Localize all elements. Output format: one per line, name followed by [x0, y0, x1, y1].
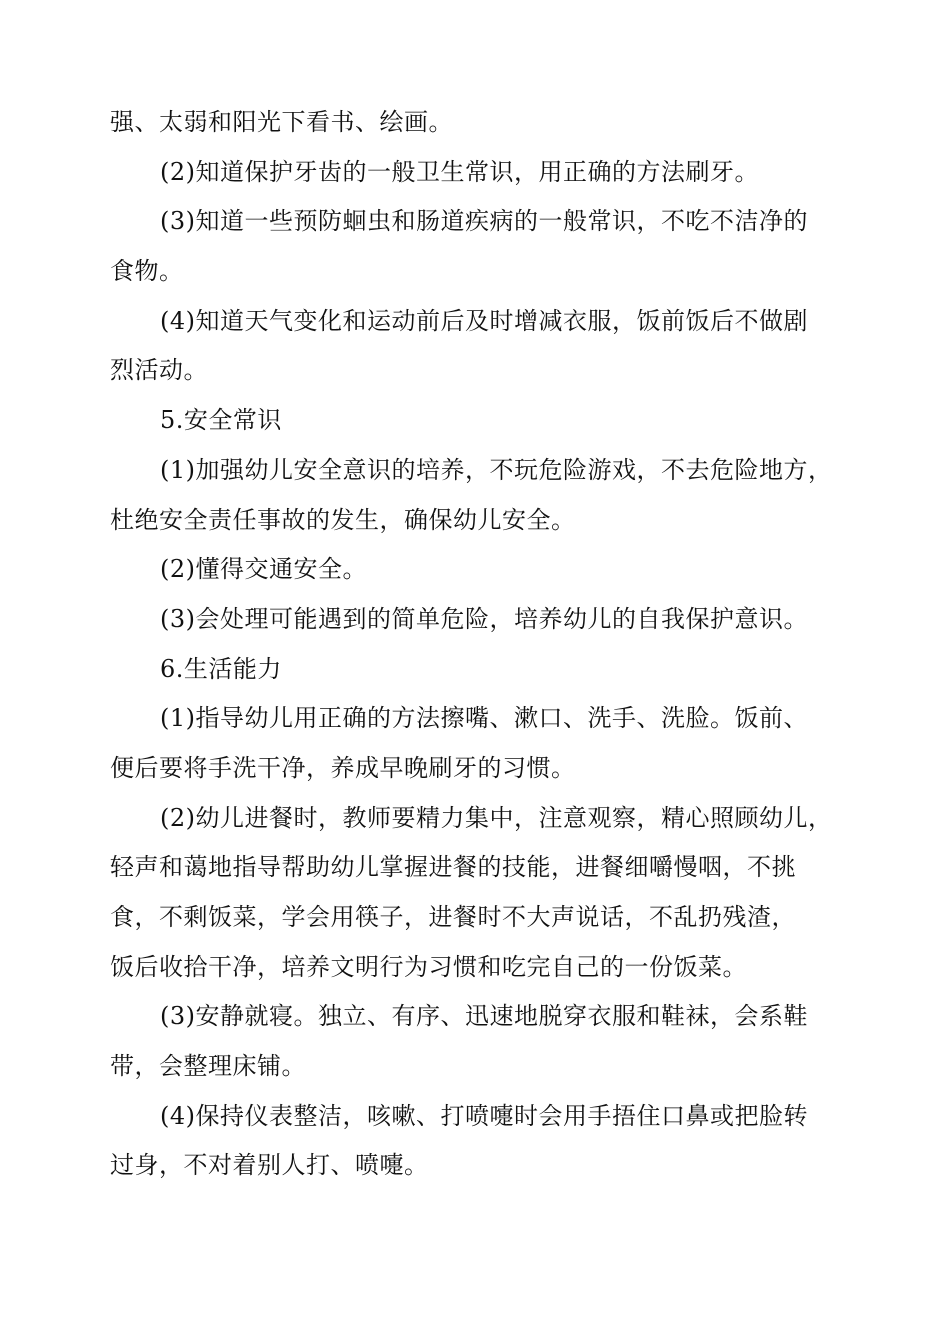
text-line-15: (2)幼儿进餐时，教师要精力集中，注意观察，精心照顾幼儿，	[160, 803, 833, 832]
text-line-22: 过身，不对着别人打、喷嚏。	[110, 1151, 429, 1180]
text-line-1: 强、太弱和阳光下看书、绘画。	[110, 108, 453, 136]
section-heading-life-skills: 6.生活能力	[160, 654, 282, 683]
text-line-5: (4)知道天气变化和运动前后及时增减衣服，饭前饭后不做剧	[160, 306, 808, 335]
text-line-10: (2)懂得交通安全。	[160, 555, 367, 584]
text-line-4: 食物。	[110, 257, 184, 286]
text-line-19: (3)安静就寝。独立、有序、迅速地脱穿衣服和鞋袜，会系鞋	[160, 1002, 808, 1031]
text-line-3: (3)知道一些预防蛔虫和肠道疾病的一般常识，不吃不洁净的	[160, 207, 808, 236]
text-line-13: (1)指导幼儿用正确的方法擦嘴、漱口、洗手、洗脸。饭前、	[160, 704, 808, 733]
text-line-6: 烈活动。	[110, 356, 208, 385]
text-line-8: (1)加强幼儿安全意识的培养，不玩危险游戏，不去危险地方，	[160, 455, 833, 484]
section-heading-safety: 5.安全常识	[160, 406, 282, 435]
text-line-14: 便后要将手洗干净，养成早晚刷牙的习惯。	[110, 753, 576, 782]
document-body	[110, 98, 845, 1191]
text-line-18: 饭后收拾干净，培养文明行为习惯和吃完自己的一份饭菜。	[110, 952, 747, 981]
text-line-16: 轻声和蔼地指导帮助幼儿掌握进餐的技能，进餐细嚼慢咽，不挑	[110, 853, 796, 882]
text-line-9: 杜绝安全责任事故的发生，确保幼儿安全。	[110, 505, 576, 534]
text-line-21: (4)保持仪表整洁，咳嗽、打喷嚏时会用手捂住口鼻或把脸转	[160, 1101, 808, 1130]
text-line-2: (2)知道保护牙齿的一般卫生常识，用正确的方法刷牙。	[160, 157, 759, 186]
text-line-11: (3)会处理可能遇到的简单危险，培养幼儿的自我保护意识。	[160, 604, 808, 633]
text-line-17: 食，不剩饭菜，学会用筷子，进餐时不大声说话，不乱扔残渣，	[110, 903, 796, 931]
text-line-20: 带，会整理床铺。	[110, 1052, 306, 1081]
